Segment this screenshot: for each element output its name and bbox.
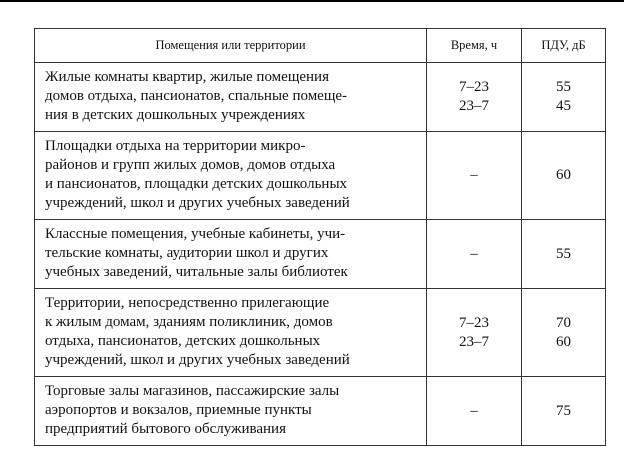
- premises-line: учреждений, школ и других учебных заведений: [45, 195, 350, 211]
- premises-cell: [35, 289, 427, 377]
- premises-line: районов и групп жилых домов, домов отдыха: [45, 157, 336, 173]
- pdu-line: 60: [556, 167, 571, 183]
- table-row: [35, 220, 606, 289]
- pdu-cell: [522, 289, 606, 377]
- pdu-line: 55: [556, 245, 571, 262]
- premises-cell: [35, 220, 427, 289]
- time-line: 7–23: [459, 79, 489, 95]
- header-row: [35, 29, 606, 63]
- table-row: [35, 289, 606, 377]
- time-cell: [427, 289, 522, 377]
- pdu-cell: [522, 377, 606, 446]
- top-rule: [0, 0, 624, 2]
- column-header-pdu: ПДУ, дБ: [522, 29, 606, 63]
- premises-line: домов отдыха, пансионатов, спальные помеще-: [45, 88, 348, 104]
- table-row: [35, 63, 606, 132]
- table-row: [35, 132, 606, 220]
- table-row: [35, 377, 606, 446]
- time-line: 7–23: [459, 314, 489, 331]
- pdu-line: 60: [556, 333, 571, 350]
- premises-line: Классные помещения, учебные кабинеты, учи-: [45, 226, 346, 242]
- time-cell: [427, 132, 522, 220]
- premises-cell: [35, 377, 427, 446]
- premises-line: ния в детских дошкольных учреждениях: [45, 107, 306, 123]
- pdu-line: 55: [556, 79, 571, 95]
- pdu-line: 70: [556, 314, 571, 331]
- premises-line: и пансионатов, площадки детских дошкольных: [45, 176, 348, 192]
- time-line: 23–7: [459, 98, 489, 114]
- time-line: 23–7: [459, 333, 489, 350]
- premises-line: учебных заведений, читальные залы библиотек: [45, 264, 348, 280]
- time-cell: [427, 220, 522, 289]
- premises-line: к жилым домам, зданиям поликлиник, домов: [45, 314, 333, 330]
- premises-line: Торговые залы магазинов, пассажирские залы: [45, 383, 340, 399]
- premises-cell: [35, 132, 427, 220]
- premises-line: Жилые комнаты квартир, жилые помещения: [45, 69, 329, 85]
- premises-line: Территории, непосредственно прилегающие: [45, 295, 330, 311]
- premises-line: Площадки отдыха на территории микро-: [45, 138, 306, 154]
- pdu-cell: [522, 63, 606, 132]
- column-header-time: Время, ч: [427, 29, 522, 63]
- time-line: –: [470, 167, 478, 183]
- premises-line: учреждений, школ и других учебных заведений: [45, 352, 350, 368]
- premises-line: отдыха, пансионатов, детских дошкольных: [45, 333, 321, 349]
- column-header-premises: Помещения или территории: [35, 29, 427, 63]
- noise-limits-table: [34, 28, 606, 446]
- premises-line: аэропортов и вокзалов, приемные пункты: [45, 402, 312, 418]
- time-line: –: [470, 245, 478, 262]
- premises-line: тельские комнаты, аудитории школ и других: [45, 245, 329, 261]
- time-line: –: [470, 402, 478, 419]
- premises-line: предприятий бытового обслуживания: [45, 421, 286, 437]
- time-cell: [427, 377, 522, 446]
- pdu-line: 75: [556, 402, 571, 419]
- premises-cell: [35, 63, 427, 132]
- pdu-cell: [522, 132, 606, 220]
- pdu-cell: [522, 220, 606, 289]
- pdu-line: 45: [556, 98, 571, 114]
- time-cell: [427, 63, 522, 132]
